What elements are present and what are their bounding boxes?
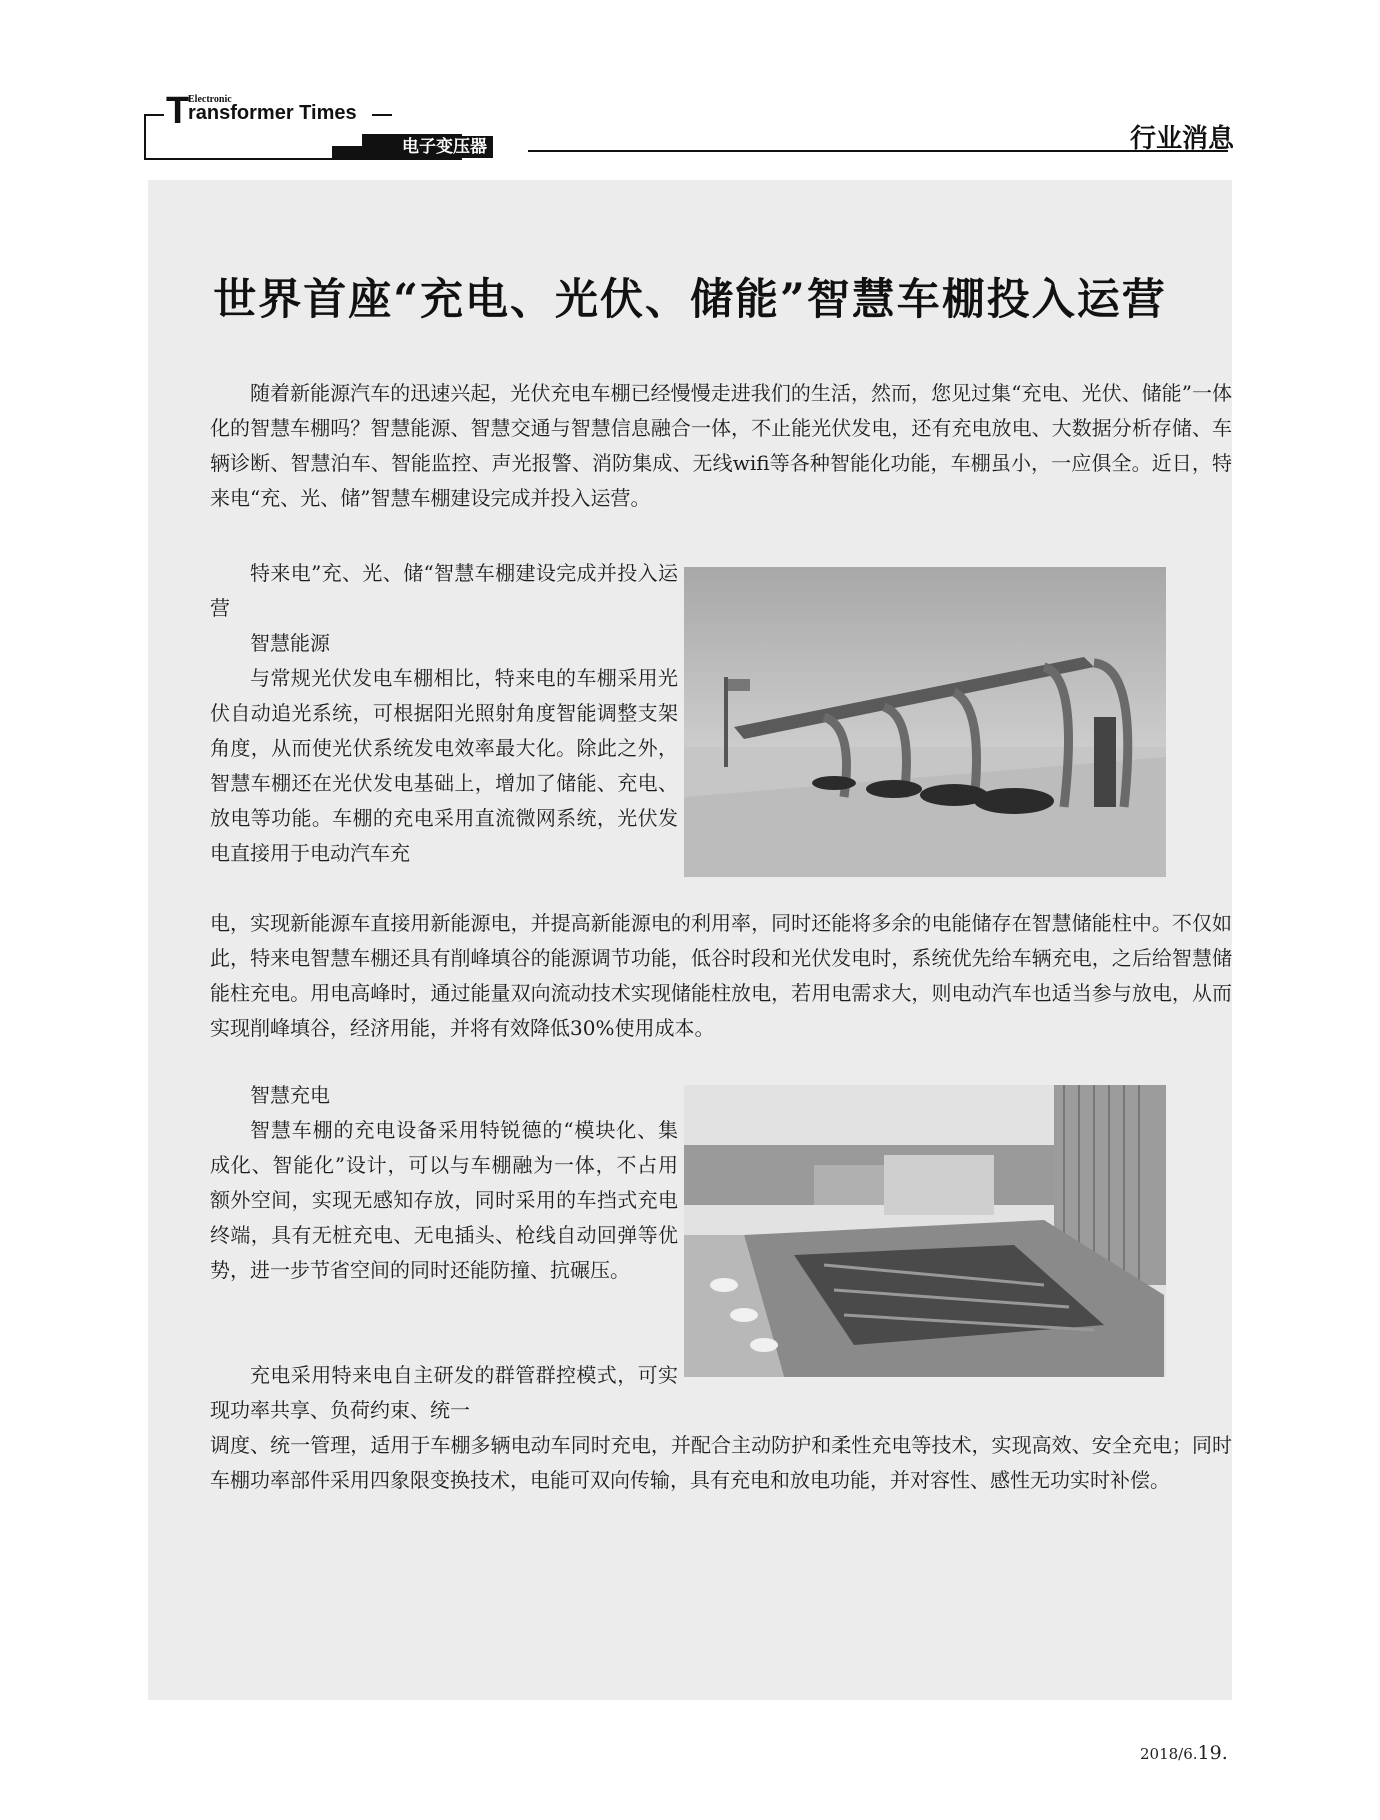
article-panel (148, 180, 1232, 1700)
article-title: 世界首座“充电、光伏、储能”智慧车棚投入运营 (213, 275, 1167, 325)
masthead-rule (144, 158, 334, 160)
page-number: 19. (1197, 1742, 1228, 1764)
aerial-carport-photo (684, 1085, 1166, 1377)
masthead-initial: T (166, 90, 190, 132)
energy-paragraph-continued: 电，实现新能源车直接用新能源电，并提高新能源电的利用率，同时还能将多余的电能储存在智慧储能柱中。不仅如此，特来电智慧车棚还具有削峰填谷的能源调节功能，低谷时段和光伏发电时，系统优先给车辆充电，之后给智慧储能柱充电。用电高峰时，通过能量双向流动技术实现储能柱放电，若用电需求大，则电动汽车也适当参与放电，从而实现削峰填谷，经济用能，并将有效降低30%使用成本。 (210, 911, 1232, 1040)
header-rule (528, 150, 1228, 152)
masthead-bracket (144, 114, 164, 160)
heading-smart-charging: 智慧充电 (250, 1083, 330, 1107)
control-paragraph-column: 充电采用特来电自主研发的群管群控模式，可实现功率共享、负荷约束、统一 (210, 1363, 678, 1422)
heading-smart-energy: 智慧能源 (250, 631, 330, 655)
masthead-small-text: Electronic (188, 94, 232, 105)
control-paragraph-continued: 调度、统一管理，适用于车棚多辆电动车同时充电，并配合主动防护和柔性充电等技术，实现高效、安全充电；同时车棚功率部件采用四象限变换技术，电能可双向传输，具有充电和放电功能，并对容性、感性无功实时补偿。 (210, 1433, 1232, 1492)
page-footer (1140, 1742, 1228, 1764)
section-label: 行业消息 (1129, 124, 1234, 154)
masthead-chinese-logo: 电子变压器 (396, 136, 493, 158)
issue-date: 2018/6. (1140, 1745, 1198, 1763)
masthead-title: ransformer Times (188, 102, 357, 124)
photo-caption-text: 特来电”充、光、储“智慧车棚建设完成并投入运营 (210, 561, 678, 620)
charging-paragraph: 智慧车棚的充电设备采用特锐德的“模块化、集成化、智能化”设计，可以与车棚融为一体，不占用额外空间，实现无感知存放，同时采用的车挡式充电终端，具有无桩充电、无电插头、枪线自动回弹等优势，进一步节省空间的同时还能防撞、抗碾压。 (210, 1118, 678, 1282)
masthead-dash (372, 114, 392, 116)
energy-paragraph-column: 与常规光伏发电车棚相比，特来电的车棚采用光伏自动追光系统，可根据阳光照射角度智能调整支架角度，从而使光伏系统发电效率最大化。除此之外，智慧车棚还在光伏发电基础上，增加了储能、充电、放电等功能。车棚的充电采用直流微网系统，光伏发电直接用于电动汽车充 (210, 666, 678, 865)
carport-photo (684, 567, 1166, 877)
intro-paragraph: 随着新能源汽车的迅速兴起，光伏充电车棚已经慢慢走进我们的生活，然而，您见过集“充电、光伏、储能”一体化的智慧车棚吗？智慧能源、智慧交通与智慧信息融合一体，不止能光伏发电，还有充电放电、大数据分析存储、车辆诊断、智慧泊车、智能监控、声光报警、消防集成、无线wifi等各种智能化功能，车棚虽小，一应俱全。近日，特来电“充、光、储”智慧车棚建设完成并投入运营。 (210, 381, 1232, 510)
